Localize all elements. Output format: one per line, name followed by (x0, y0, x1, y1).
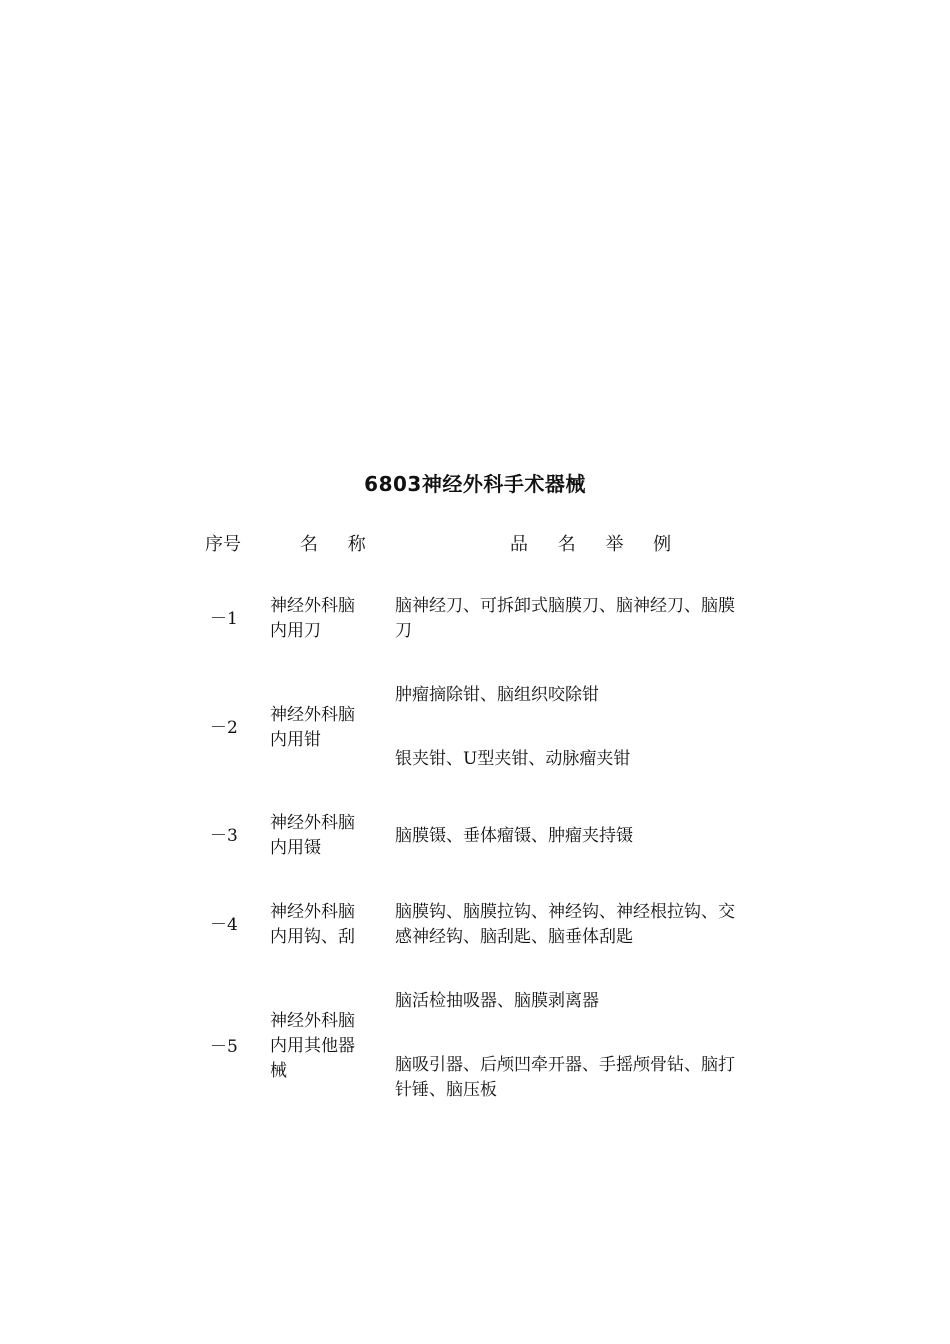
column-header-seq: 序号 (205, 534, 241, 555)
row-seq: －1 (210, 609, 238, 629)
row-example: 肿瘤摘除钳、脑组织咬除钳 (395, 685, 599, 705)
row-seq: －3 (210, 826, 238, 846)
page-title: 6803神经外科手术器械 (364, 472, 586, 496)
row-example: 脑吸引器、后颅凹牵开器、手摇颅骨钻、脑打针锤、脑压板 (395, 1055, 735, 1100)
row-seq: －5 (210, 1037, 238, 1057)
row-example: 脑膜钩、脑膜拉钩、神经钩、神经根拉钩、交感神经钩、脑刮匙、脑垂体刮匙 (395, 902, 735, 947)
row-seq: －2 (210, 718, 238, 738)
row-name: 神经外科脑内用镊 (270, 813, 355, 858)
row-name: 神经外科脑内用刀 (270, 596, 355, 641)
row-example: 脑神经刀、可拆卸式脑膜刀、脑神经刀、脑膜刀 (395, 596, 735, 641)
row-example: 银夹钳、U型夹钳、动脉瘤夹钳 (395, 749, 631, 769)
row-name: 神经外科脑内用钳 (270, 705, 355, 750)
column-header-name: 名 称 (300, 534, 378, 555)
row-example: 脑膜镊、垂体瘤镊、肿瘤夹持镊 (395, 826, 633, 846)
row-name: 神经外科脑内用其他器械 (270, 1011, 355, 1081)
column-header-examples: 品 名 举 例 (510, 534, 684, 555)
row-name: 神经外科脑内用钩、刮 (270, 902, 355, 947)
row-seq: －4 (210, 915, 238, 935)
row-example: 脑活检抽吸器、脑膜剥离器 (395, 991, 599, 1011)
